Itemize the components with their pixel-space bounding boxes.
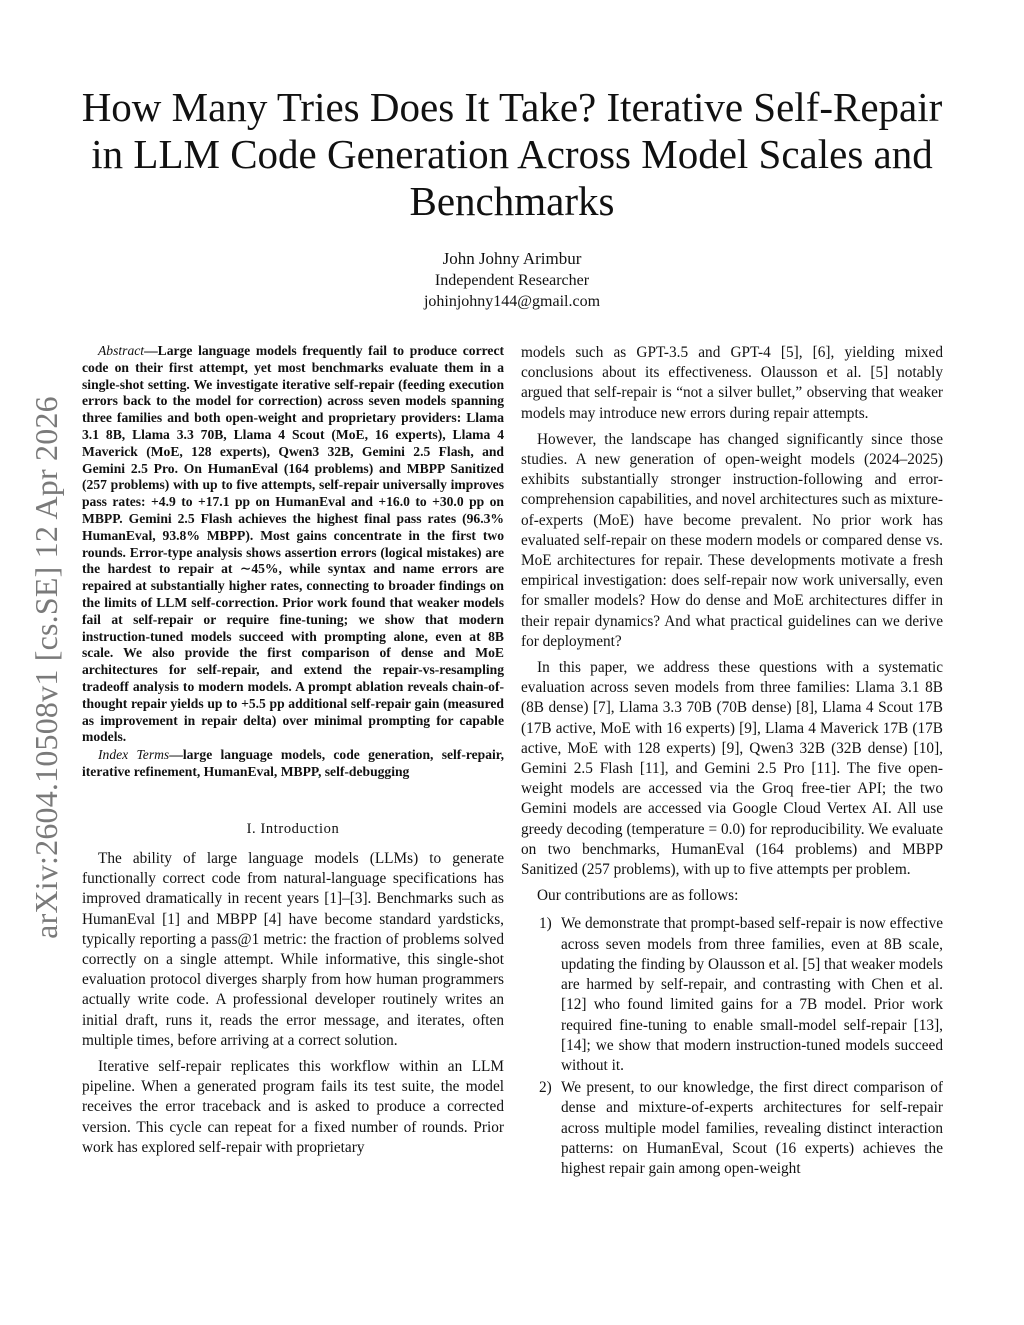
- author-block: [312, 248, 712, 312]
- intro-paragraph: Our contributions are as follows:: [537, 887, 739, 905]
- arxiv-identifier-stamp: [26, 372, 66, 962]
- intro-paragraph: In this paper, we address these questions with a systematic evaluation across seven models from three families: Llama 3.1 8B (8B dense) [7], Llama 3.3 70B (70B dense) [8], Llama 4 Scout 17B (17B active, MoE with 16 experts) [9], Llama 4 Maverick 17B (17B active, MoE with 128 experts) [9], Qwen3 32B (32B dense) [10], Gemini 2.5 Flash [11], and Gemini 2.5 Pro [11]. The five open-weight models are accessed via the Groq free-tier API; the two Gemini models are accessed via Google Cloud Vertex AI. All use greedy decoding (temperature = 0.0) for reproducibility. We evaluate on two benchmarks, HumanEval (164 problems) and MBPP Sanitized (257 problems), with up to five attempts per problem.: [521, 659, 943, 879]
- abstract-label: Abstract: [98, 343, 145, 358]
- list-item: [521, 1078, 943, 1179]
- author-name: John Johny Arimbur: [442, 249, 582, 268]
- intro-paragraph: However, the landscape has changed significantly since those studies. A new generation of open-weight models (2024–2025) exhibits substantially stronger instruction-following and error-comprehension capabilities, and novel architectures such as mixture-of-experts (MoE) have become prevalent. No prior work has evaluated self-repair on these modern models or compared dense vs. MoE architectures for repair. These developments motivate a fresh empirical investigation: does self-repair now work universally, even for smaller models? How do dense and MoE architectures differ in their repair dynamics? And what practical guidelines can we derive for deployment?: [521, 430, 943, 650]
- index-terms-label: Index Terms: [98, 747, 170, 763]
- intro-paragraph: The ability of large language models (LLMs) to generate functionally correct code from natural-language specifications has improved dramatically in recent years [1]–[3]. Benchmarks such as HumanEval [1] and MBPP [4] have become standard yardsticks, typically reporting a pass@1 metric: the fraction of problems solved correctly on a single attempt. While informative, this single-shot evaluation protocol diverges sharply from how human programmers actually write code. A professional developer routinely writes an initial draft, runs it, reads the error message, and iterates, often multiple times, before arriving at a correct solution.: [82, 849, 504, 1049]
- list-item-text: We present, to our knowledge, the first direct comparison of dense and mixture-of-experts architectures for self-repair across multiple model families, revealing distinct interaction patterns: on HumanEval, Scout (16 experts) achieves the highest repair gain among open-weight: [561, 1079, 943, 1177]
- paper-title: How Many Tries Does It Take? Iterative Self-Repair in LLM Code Generation Across Model Scales and Benchmarks: [81, 84, 943, 224]
- list-item-number: 1): [539, 915, 552, 933]
- abstract-text: —Large language models frequently fail to produce correct code on their first attempt, yet most benchmarks evaluate them in a single-shot setting. We investigate iterative self-repair (feeding execution errors back to the model for correction) across seven models spanning three families and both open-weight and proprietary providers: Llama 3.1 8B, Llama 3.3 70B, Llama 4 Scout (MoE, 16 experts), Llama 4 Maverick (MoE, 128 experts), Qwen3 32B, Gemini 2.5 Flash, and Gemini 2.5 Pro. On HumanEval (164 problems) and MBPP Sanitized (257 problems) with up to five attempts, self-repair universally improves pass rates: +4.9 to +17.1 pp on HumanEval and +16.0 to +30.0 pp on MBPP. Gemini 2.5 Flash achieves the highest final pass rates (96.3% HumanEval, 93.8% MBPP). Most gains concentrate in the first two rounds. Error-type analysis shows assertion errors (logical mistakes) are the hardest to repair at ∼45%, while syntax and name errors are repaired at substantially higher rates, connecting to broader findings on the limits of LLM self-correction. Prior work found that weaker models fail at self-repair or require fine-tuning; we show that modern instruction-tuned models succeed with prompting alone, even at 8B scale. We also provide the first comparison of dense and MoE architectures for self-repair, and extend the repair-vs-resampling tradeoff analysis to modern models. A prompt ablation reveals chain-of-thought repair yields up to +5.5 pp additional self-repair gain (measured as improvement in repair delta) over minimal prompting for capable models.: [82, 343, 504, 745]
- intro-paragraph: models such as GPT-3.5 and GPT-4 [5], [6], yielding mixed conclusions about its effectiveness. Olausson et al. [5] notably argued that self-repair is “not a silver bullet,” observing that weaker models may introduce new errors during repair attempts.: [521, 344, 943, 422]
- abstract: [82, 343, 504, 746]
- author-email: johinjohny144@gmail.com: [423, 293, 601, 310]
- intro-paragraph: Iterative self-repair replicates this workflow within an LLM pipeline. When a generated program fails its test suite, the model receives the error traceback and is asked to produce a corrected version. This cycle can repeat for a fixed number of rounds. Prior work has explored self-repair with proprietary: [82, 1057, 504, 1156]
- list-item-text: We demonstrate that prompt-based self-repair is now effective across seven models from three families, even at 8B scale, updating the finding by Olausson et al. [5] that weaker models are harmed by self-repair, and contrasting with Chen et al. [12] who found limited gains for a 7B model. Prior work required fine-tuning to enable small-model self-repair [13], [14]; we show that modern instruction-tuned models succeed without it.: [561, 915, 943, 1074]
- list-item-number: 2): [539, 1079, 552, 1097]
- list-item: [521, 914, 943, 1076]
- contributions-list: [521, 914, 943, 1179]
- right-column: [521, 343, 943, 1181]
- index-terms: [82, 747, 504, 781]
- author-affiliation: Independent Researcher: [434, 272, 590, 289]
- section-heading-introduction: I. Introduction: [246, 820, 340, 837]
- index-terms-text: —large language models, code generation, self-repair, iterative refinement, HumanEval, MBPP, self-debugging: [82, 747, 504, 779]
- left-column: [82, 343, 504, 1164]
- arxiv-identifier-text: arXiv:2604.10508v1 [cs.SE] 12 Apr 2026: [27, 395, 64, 939]
